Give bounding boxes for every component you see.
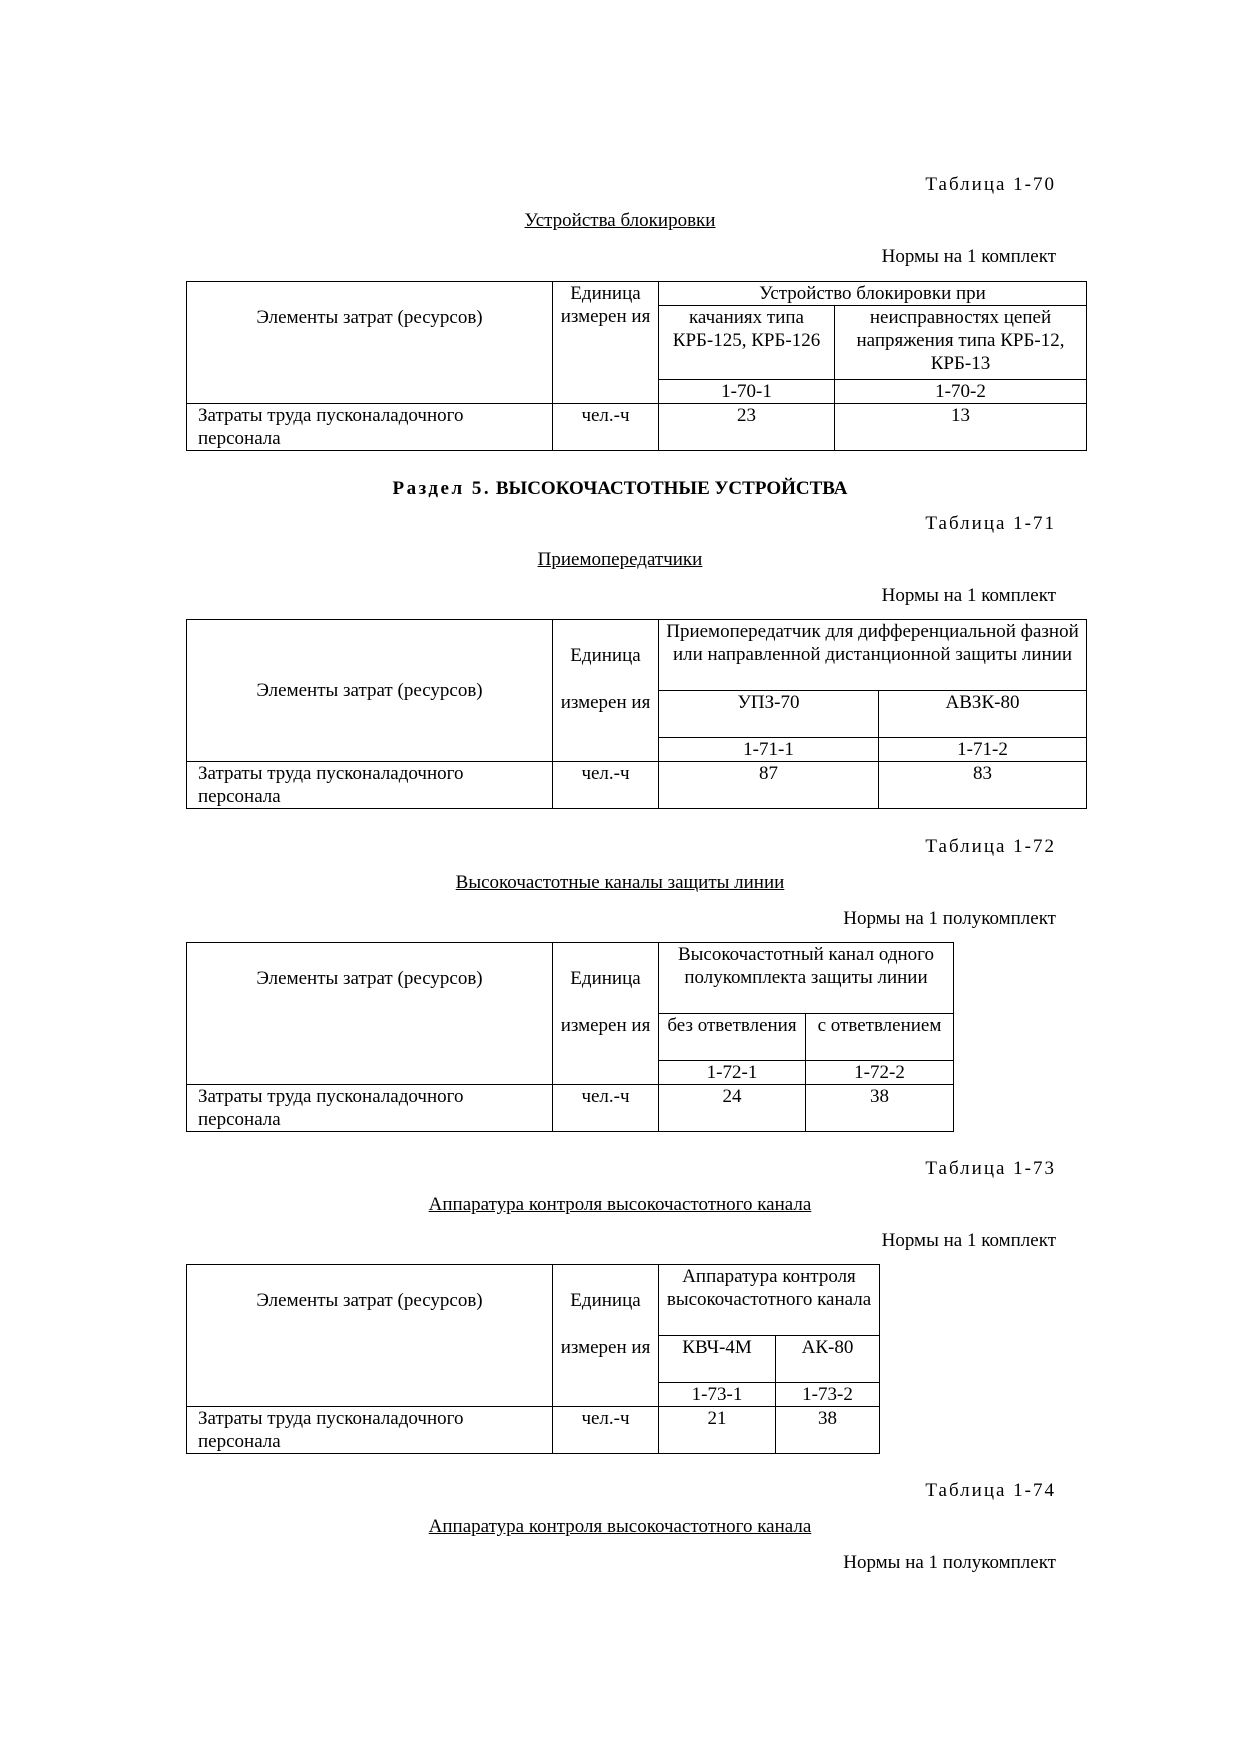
header-group: Аппаратура контроля высокочастотного канала: [659, 1265, 880, 1336]
table-title: Приемопередатчики: [537, 549, 703, 570]
table-number: Таблица 1-71: [925, 513, 1056, 534]
table-1-70: [186, 281, 1087, 451]
header-unit-1: Единица: [553, 620, 659, 691]
norms-label: Нормы на 1 полукомплект: [843, 908, 1056, 929]
value-col-1: 21: [659, 1407, 776, 1454]
header-col-1: качаниях типа КРБ-125, КРБ-126: [659, 306, 835, 380]
code-col-2: 1-70-2: [835, 380, 1087, 404]
code-col-1: 1-71-1: [659, 738, 879, 762]
table-number: Таблица 1-73: [925, 1158, 1056, 1179]
row-label: Затраты труда пусконаладочного персонала: [187, 1085, 553, 1132]
header-col-1: УПЗ-70: [659, 691, 879, 738]
table-number: Таблица 1-72: [925, 836, 1056, 857]
header-unit-2: измерен ия: [553, 691, 659, 762]
row-unit: чел.-ч: [553, 762, 659, 809]
norms-label: Нормы на 1 комплект: [881, 246, 1056, 267]
table-title: Высокочастотные каналы защиты линии: [455, 872, 785, 893]
header-group: Устройство блокировки при: [659, 282, 1087, 306]
table-number: Таблица 1-74: [925, 1480, 1056, 1501]
header-col-2: с ответвлением: [806, 1014, 954, 1061]
code-col-2: 1-71-2: [879, 738, 1087, 762]
header-unit: Единица измерен ия: [553, 282, 659, 404]
header-cost-elements: Элементы затрат (ресурсов): [187, 282, 553, 404]
header-unit-1: Единица: [553, 1265, 659, 1336]
value-col-2: 83: [879, 762, 1087, 809]
value-col-2: 38: [806, 1085, 954, 1132]
table-title: Аппаратура контроля высокочастотного канала: [428, 1194, 812, 1215]
value-col-2: 13: [835, 404, 1087, 451]
header-col-2: АК-80: [776, 1336, 880, 1383]
value-col-1: 23: [659, 404, 835, 451]
table-title: Аппаратура контроля высокочастотного канала: [428, 1516, 812, 1537]
section-word: Раздел 5.: [392, 478, 492, 499]
section-heading: [0, 478, 1240, 500]
header-unit-2: измерен ия: [553, 1336, 659, 1407]
row-unit: чел.-ч: [553, 404, 659, 451]
header-col-2: неисправностях цепей напряжения типа КРБ-12, КРБ-13: [835, 306, 1087, 380]
header-col-2: АВЗК-80: [879, 691, 1087, 738]
header-cost-elements: Элементы затрат (ресурсов): [187, 620, 553, 762]
header-cost-elements: Элементы затрат (ресурсов): [187, 943, 553, 1085]
code-col-2: 1-72-2: [806, 1061, 954, 1085]
table-number: Таблица 1-70: [925, 174, 1056, 195]
code-col-2: 1-73-2: [776, 1383, 880, 1407]
header-unit-1: Единица: [553, 943, 659, 1014]
code-col-1: 1-73-1: [659, 1383, 776, 1407]
row-label: Затраты труда пусконаладочного персонала: [187, 762, 553, 809]
row-unit: чел.-ч: [553, 1407, 659, 1454]
header-col-1: КВЧ-4М: [659, 1336, 776, 1383]
norms-label: Нормы на 1 комплект: [881, 585, 1056, 606]
value-col-2: 38: [776, 1407, 880, 1454]
table-title: Устройства блокировки: [524, 210, 716, 231]
code-col-1: 1-70-1: [659, 380, 835, 404]
header-col-1: без ответвления: [659, 1014, 806, 1061]
table-1-73: [186, 1264, 880, 1454]
norms-label: Нормы на 1 комплект: [881, 1230, 1056, 1251]
row-label: Затраты труда пусконаладочного персонала: [187, 1407, 553, 1454]
header-cost-elements: Элементы затрат (ресурсов): [187, 1265, 553, 1407]
value-col-1: 24: [659, 1085, 806, 1132]
header-group: Приемопередатчик для дифференциальной фазной или направленной дистанционной защиты линии: [659, 620, 1087, 691]
row-label: Затраты труда пусконаладочного персонала: [187, 404, 553, 451]
row-unit: чел.-ч: [553, 1085, 659, 1132]
code-col-1: 1-72-1: [659, 1061, 806, 1085]
table-1-71: [186, 619, 1087, 809]
table-1-72: [186, 942, 954, 1132]
section-title: ВЫСОКОЧАСТОТНЫЕ УСТРОЙСТВА: [495, 478, 848, 499]
norms-label: Нормы на 1 полукомплект: [843, 1552, 1056, 1573]
header-group: Высокочастотный канал одного полукомплекта защиты линии: [659, 943, 954, 1014]
value-col-1: 87: [659, 762, 879, 809]
header-unit-2: измерен ия: [553, 1014, 659, 1085]
